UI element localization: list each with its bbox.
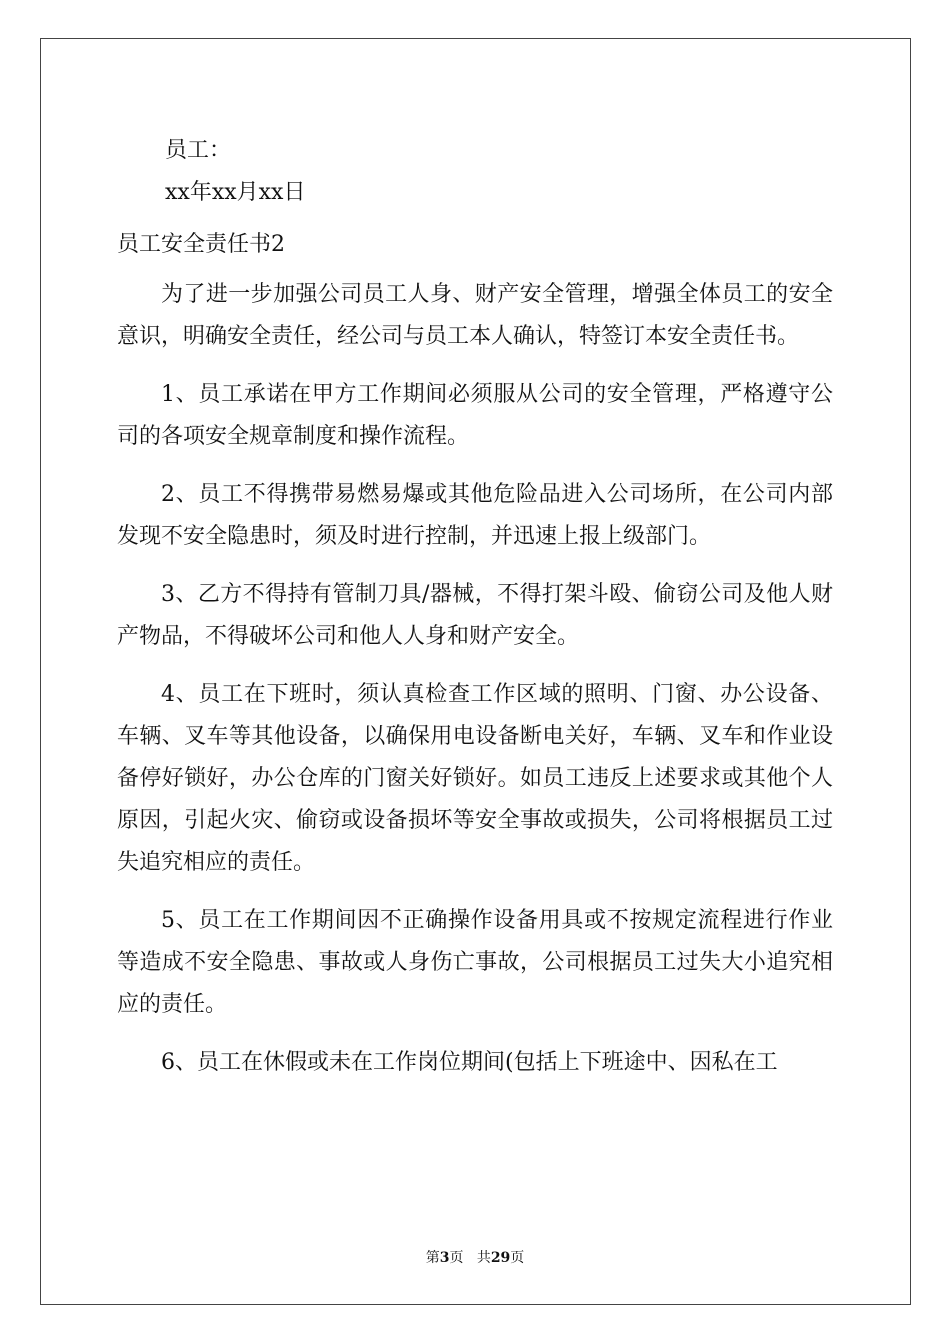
document-body bbox=[117, 130, 833, 1100]
paragraph-clause-6: 6、员工在休假或未在工作岗位期间(包括上下班途中、因私在工 bbox=[161, 1050, 778, 1075]
document-heading: 员工安全责任书2 bbox=[117, 232, 285, 257]
footer-total-prefix: 共 bbox=[476, 1250, 491, 1266]
footer-total-unit: 页 bbox=[510, 1250, 525, 1266]
paragraph-clause-3: 3、乙方不得持有管制刀具/器械，不得打架斗殴、偷窃公司及他人财产物品，不得破坏公司和他人人身和财产安全。 bbox=[117, 582, 833, 649]
paragraph-clause-2: 2、员工不得携带易燃易爆或其他危险品进入公司场所，在公司内部发现不安全隐患时，须及时进行控制，并迅速上报上级部门。 bbox=[117, 482, 833, 549]
employee-signature-label: 员工： bbox=[165, 138, 232, 163]
page-footer bbox=[0, 1247, 950, 1267]
total-pages-number: 29 bbox=[490, 1250, 511, 1266]
paragraph-clause-1: 1、员工承诺在甲方工作期间必须服从公司的安全管理，严格遵守公司的各项安全规章制度和操作流程。 bbox=[117, 382, 833, 449]
paragraph-clause-4: 4、员工在下班时，须认真检查工作区域的照明、门窗、办公设备、车辆、叉车等其他设备，以确保用电设备断电关好，车辆、叉车和作业设备停好锁好，办公仓库的门窗关好锁好。如员工违反上述要求或其他个人原因，引起火灾、偷窃或设备损坏等安全事故或损失，公司将根据员工过失追究相应的责任。 bbox=[117, 682, 833, 875]
paragraph-clause-5: 5、员工在工作期间因不正确操作设备用具或不按规定流程进行作业等造成不安全隐患、事故或人身伤亡事故，公司根据员工过失大小追究相应的责任。 bbox=[117, 908, 833, 1017]
signature-date: xx年xx月xx日 bbox=[165, 180, 306, 205]
paragraph-intro: 为了进一步加强公司员工人身、财产安全管理，增强全体员工的安全意识，明确安全责任，经公司与员工本人确认，特签订本安全责任书。 bbox=[117, 282, 833, 349]
footer-prefix: 第 bbox=[425, 1250, 440, 1266]
current-page-number: 3 bbox=[439, 1250, 450, 1266]
footer-page-unit: 页 bbox=[449, 1250, 464, 1266]
